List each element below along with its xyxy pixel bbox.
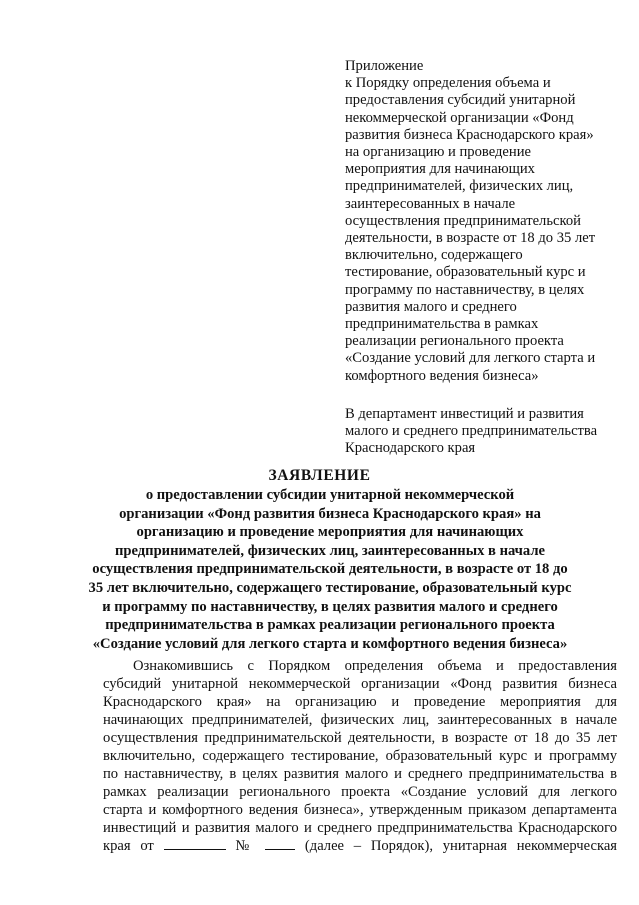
body-last-line-part2: №: [235, 838, 256, 854]
addressee-block: [345, 406, 625, 458]
number-blank-field: [265, 837, 295, 850]
body-line: Краснодарского края» на организацию и проведение мероприятия для: [103, 694, 617, 710]
appendix-line: Приложение: [345, 58, 424, 74]
subtitle-line: «Создание условий для легкого старта и комфортного ведения бизнеса»: [92, 635, 568, 652]
addressee-line: Краснодарского края: [345, 440, 476, 457]
appendix-line: комфортного ведения бизнеса»: [345, 367, 539, 384]
subtitle-line: осуществления предпринимательской деятельности, в возрасте от 18 до: [92, 561, 568, 578]
subtitle-line: предпринимательства в рамках реализации регионального проекта: [105, 617, 555, 634]
appendix-line: некоммерческой организации «Фонд: [345, 109, 574, 126]
body-last-line: [103, 837, 617, 855]
appendix-line: заинтересованных в начале: [345, 195, 516, 212]
appendix-line: предпринимателей, физических лиц,: [345, 178, 574, 195]
appendix-line: тестирование, образовательный курс и: [345, 264, 586, 281]
body-line: рамках реализации регионального проекта «Создание условий для легкого: [103, 784, 617, 800]
subtitle-line: организацию и проведение мероприятия для начинающих: [136, 524, 524, 541]
body-line: инвестиций и развития малого и среднего предпринимательства Краснодарского: [103, 820, 617, 836]
appendix-line: программу по наставничеству, в целях: [345, 281, 585, 298]
appendix-line: «Создание условий для легкого старта и: [345, 350, 596, 367]
body-line: Ознакомившись с Порядком определения объема и предоставления: [133, 658, 617, 674]
appendix-line: на организацию и проведение: [345, 144, 531, 161]
subtitle-line: и программу по наставничеству, в целях развития малого и среднего: [102, 598, 558, 615]
document-subtitle: [40, 486, 620, 653]
appendix-line: мероприятия для начинающих: [345, 161, 535, 178]
subtitle-line: предпринимателей, физических лиц, заинтересованных в начале: [114, 542, 546, 559]
body-line: субсидий унитарной некоммерческой организации «Фонд развития бизнеса: [103, 676, 617, 692]
body-line: старта и комфортного ведения бизнеса», утвержденным приказом департамента: [103, 802, 617, 818]
appendix-line: реализации регионального проекта: [345, 333, 564, 350]
body-line: начинающих предпринимателей, физических лиц, заинтересованных в начале: [103, 712, 617, 728]
body-line: по наставничеству, в целях развития малого и среднего предпринимательства в: [103, 766, 617, 782]
appendix-line: к Порядку определения объема и: [345, 75, 551, 92]
appendix-line: развития малого и среднего: [345, 298, 517, 315]
appendix-line: включительно, содержащего: [345, 247, 523, 264]
addressee-line: В департамент инвестиций и развития: [345, 406, 584, 422]
appendix-line: предоставления субсидий унитарной: [345, 92, 576, 109]
body-line: включительно, содержащего тестирование, образовательный курс и программу: [103, 748, 617, 764]
appendix-block: [345, 58, 625, 385]
appendix-line: предпринимательства в рамках: [345, 316, 539, 333]
body-last-line-part1: края от: [103, 838, 154, 854]
body-line: осуществления предпринимательской деятельности, в возрасте от 18 до 35 лет: [103, 730, 617, 746]
body-last-line-part3: (далее – Порядок), унитарная некоммерческая: [304, 838, 618, 854]
appendix-line: осуществления предпринимательской: [345, 212, 581, 229]
appendix-line: развития бизнеса Краснодарского края»: [345, 126, 594, 143]
appendix-line: деятельности, в возрасте от 18 до 35 лет: [345, 230, 596, 247]
body-paragraph: [103, 657, 617, 855]
date-blank-field: [164, 837, 226, 850]
subtitle-line: о предоставлении субсидии унитарной некоммерческой: [145, 487, 515, 503]
document-title: ЗАЯВЛЕНИЕ: [268, 467, 371, 484]
subtitle-line: организации «Фонд развития бизнеса Краснодарского края» на: [119, 505, 541, 522]
addressee-line: малого и среднего предпринимательства: [345, 423, 598, 440]
subtitle-line: 35 лет включительно, содержащего тестирование, образовательный курс: [88, 579, 572, 596]
